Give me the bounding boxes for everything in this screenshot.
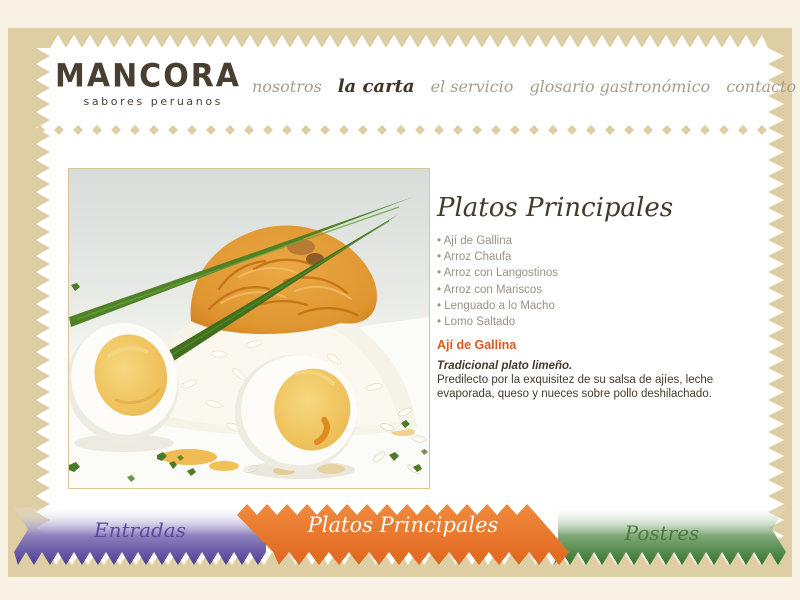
dish-photo-art [69, 169, 429, 488]
dish-detail-tagline: Tradicional plato limeño. [437, 360, 573, 373]
nav-item-la-carta[interactable]: la carta [337, 76, 415, 97]
menu-item-arroz-con-mariscos[interactable]: • Arroz con Mariscos [437, 282, 767, 298]
brand-tagline: sabores peruanos [83, 95, 223, 108]
nav-item-el-servicio[interactable]: el servicio [430, 77, 514, 96]
tab-entradas[interactable]: Entradas [94, 518, 186, 542]
dish-photo [68, 168, 430, 489]
brand-logo[interactable] [55, 57, 242, 108]
menu-item-arroz-chaufa[interactable]: • Arroz Chaufa [437, 249, 767, 265]
menu-item-lomo-saltado[interactable]: • Lomo Saltado [437, 314, 767, 330]
main-nav [252, 72, 796, 102]
nav-item-glosario[interactable]: glosario gastronómico [529, 77, 711, 96]
tab-postres[interactable]: Postres [624, 521, 700, 545]
dish-detail-name: Ají de Gallina [437, 338, 517, 353]
nav-item-nosotros[interactable]: nosotros [252, 77, 322, 96]
nav-item-contacto[interactable]: contacto [726, 77, 797, 96]
menu-item-lenguado-a-lo-macho[interactable]: • Lenguado a lo Macho [437, 298, 767, 314]
brand-name: MANCORA [55, 57, 242, 96]
menu-section [437, 192, 767, 401]
menu-section-title: Platos Principales [437, 193, 674, 223]
dish-detail [437, 338, 767, 401]
menu-list [437, 233, 767, 330]
tab-platos-principales[interactable]: Platos Principales [307, 513, 499, 537]
menu-item-arroz-con-langostinos[interactable]: • Arroz con Langostinos [437, 265, 767, 281]
menu-item-aji-de-gallina[interactable]: • Ají de Gallina [437, 233, 767, 249]
dish-detail-description: Predilecto por la exquisitez de su salsa de ajíes, leche evaporada, queso y nueces sobre pollo deshilachado. [437, 374, 714, 400]
